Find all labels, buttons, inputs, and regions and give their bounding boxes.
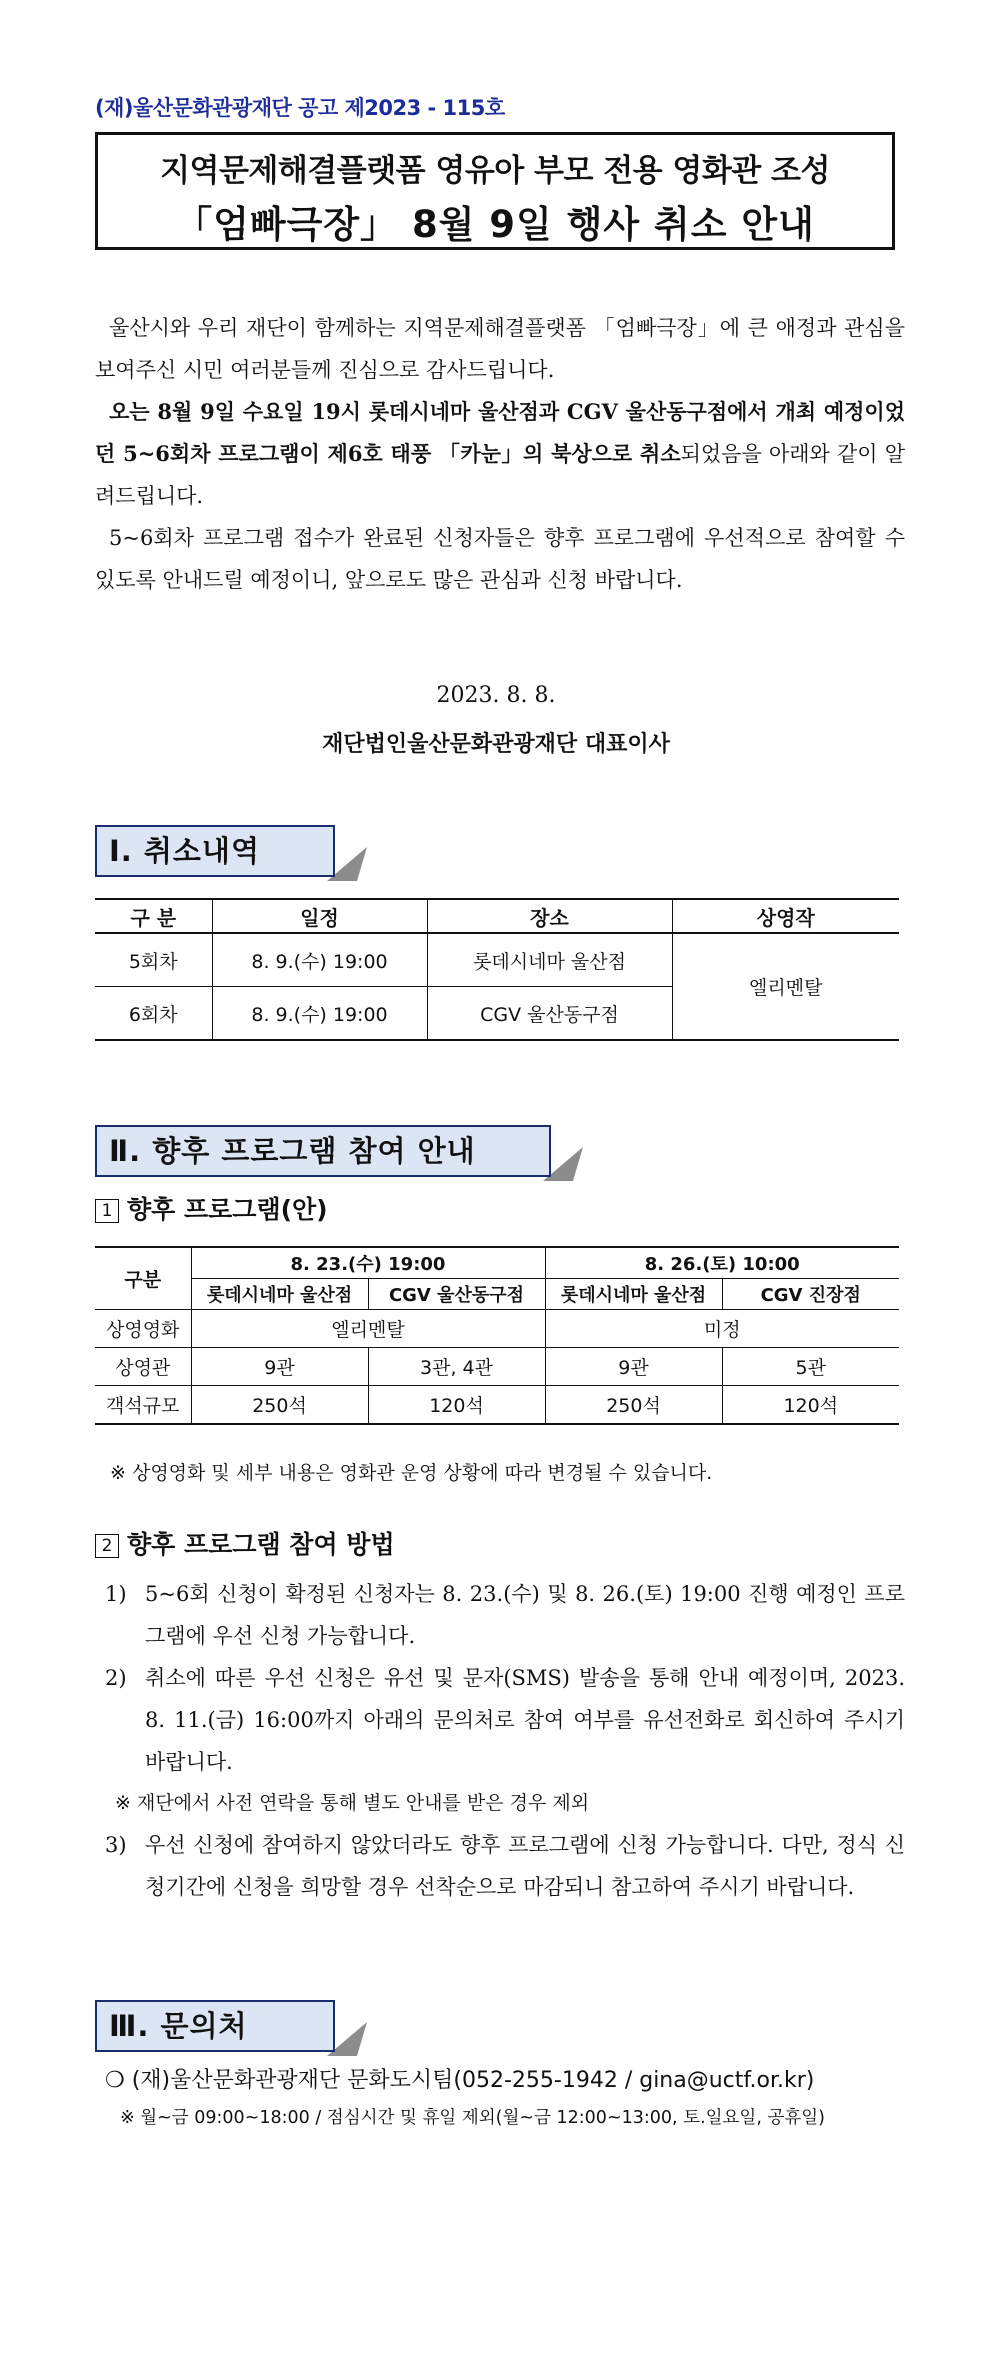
intro-paragraph-2-rest: 되었음을 아래와 같이 알려드립니다. xyxy=(95,442,905,508)
table-row xyxy=(95,1279,899,1310)
future-program-table xyxy=(95,1246,899,1425)
notice-date: 2023. 8. 8. xyxy=(436,683,556,708)
section-3-heading xyxy=(95,2000,390,2056)
number-box: 2 xyxy=(95,1534,119,1558)
venue-header: 롯데시네마 울산점 xyxy=(545,1279,722,1310)
item-text: 5~6회 신청이 확정된 신청자는 8. 23.(수) 및 8. 26.(토) 19:00 진행 예정인 프로그램에 우선 신청 가능합니다. xyxy=(145,1582,905,1648)
item-text: 취소에 따른 우선 신청은 유선 및 문자(SMS) 발송을 통해 안내 예정이며, 2023. 8. 11.(금) 16:00까지 아래의 문의처로 참여 여부를 유선전화로 회신하여 주시기 바랍니다. xyxy=(145,1666,905,1774)
table-row xyxy=(95,1310,899,1348)
round-cell: 6회차 xyxy=(95,987,212,1041)
subheading-2 xyxy=(95,1525,395,1561)
title-box xyxy=(95,132,895,250)
seat-cell: 120석 xyxy=(368,1386,545,1425)
item-number: 1) xyxy=(105,1582,127,1606)
intro-paragraph-2-bold: 오는 8월 9일 수요일 19시 롯데시네마 울산점과 CGV 울산동구점에서 개최 예정이었던 5~6회차 프로그램이 제6호 태풍 「카눈」의 북상으로 취소 xyxy=(95,399,905,466)
header-cell: 장소 xyxy=(427,899,672,933)
section-2-title: Ⅱ. 향후 프로그램 참여 안내 xyxy=(95,1125,551,1177)
item-text: 우선 신청에 참여하지 않았더라도 향후 프로그램에 신청 가능합니다. 다만, 정식 신청기간에 신청을 희망할 경우 선착순으로 마감되니 참고하여 주시기 바랍니다. xyxy=(145,1833,905,1899)
section-1-heading xyxy=(95,825,390,881)
section-3-title: Ⅲ. 문의처 xyxy=(95,2000,335,2052)
header-cell: 구 분 xyxy=(95,899,212,933)
movie-cell: 엘리멘탈 xyxy=(672,933,899,1040)
subheading-1-title: 향후 프로그램(안) xyxy=(127,1195,328,1224)
seat-cell: 250석 xyxy=(191,1386,368,1425)
date-header-2: 8. 26.(토) 10:00 xyxy=(545,1247,899,1279)
intro-paragraph-2 xyxy=(95,391,905,517)
table-row xyxy=(95,1386,899,1425)
venue-cell: 롯데시네마 울산점 xyxy=(427,933,672,987)
hours-note: ※ 월~금 09:00~18:00 / 점심시간 및 휴일 제외(월~금 12:00~13:00, 토.일요일, 공휴일) xyxy=(120,2108,826,2128)
list-item xyxy=(105,1573,905,1657)
header-cell: 상영작 xyxy=(672,899,899,933)
table-note: ※ 상영영화 및 세부 내용은 영화관 운영 상황에 따라 변경될 수 있습니다. xyxy=(110,1462,713,1484)
note-mark: ※ xyxy=(115,1792,131,1814)
table-row xyxy=(95,933,899,987)
row-label: 상영영화 xyxy=(95,1310,191,1348)
row-label: 객석규모 xyxy=(95,1386,191,1425)
movie-cell: 엘리멘탈 xyxy=(191,1310,545,1348)
cancel-table-header xyxy=(95,899,899,933)
intro-paragraph-3: 5~6회차 프로그램 접수가 완료된 신청자들은 향후 프로그램에 우선적으로 참여할 수 있도록 안내드릴 예정이니, 앞으로도 많은 관심과 신청 바랍니다. xyxy=(95,526,905,592)
table-row xyxy=(95,1247,899,1279)
row-label: 상영관 xyxy=(95,1348,191,1386)
list-item xyxy=(105,1824,905,1908)
schedule-cell: 8. 9.(수) 19:00 xyxy=(212,987,427,1041)
notice-number: (재)울산문화관광재단 공고 제2023 - 115호 xyxy=(95,96,505,120)
movie-cell: 미정 xyxy=(545,1310,899,1348)
venue-header: CGV 진장점 xyxy=(722,1279,899,1310)
list-note xyxy=(115,1788,589,1815)
hall-cell: 5관 xyxy=(722,1348,899,1386)
issuer-org: 재단법인울산문화관광재단 대표이사 xyxy=(322,731,670,757)
seat-cell: 120석 xyxy=(722,1386,899,1425)
list-item xyxy=(105,1657,905,1783)
venue-cell: CGV 울산동구점 xyxy=(427,987,672,1041)
hall-cell: 3관, 4관 xyxy=(368,1348,545,1386)
cancel-table xyxy=(95,898,899,1041)
section-1-title: Ⅰ. 취소내역 xyxy=(95,825,335,877)
table-row xyxy=(95,1348,899,1386)
seat-cell: 250석 xyxy=(545,1386,722,1425)
section-2-heading xyxy=(95,1125,595,1181)
header-cell: 일정 xyxy=(212,899,427,933)
note-text: 재단에서 사전 연락을 통해 별도 안내를 받은 경우 제외 xyxy=(136,1792,590,1814)
schedule-cell: 8. 9.(수) 19:00 xyxy=(212,933,427,987)
corner-cell: 구분 xyxy=(95,1247,191,1310)
subheading-2-title: 향후 프로그램 참여 방법 xyxy=(127,1530,395,1559)
venue-header: CGV 울산동구점 xyxy=(368,1279,545,1310)
title-line-1: 지역문제해결플랫폼 영유아 부모 전용 영화관 조성 xyxy=(160,153,830,189)
round-cell: 5회차 xyxy=(95,933,212,987)
title-line-2: 「엄빠극장」 8월 9일 행사 취소 안내 xyxy=(175,203,815,246)
venue-header: 롯데시네마 울산점 xyxy=(191,1279,368,1310)
number-box: 1 xyxy=(95,1199,119,1223)
item-number: 2) xyxy=(105,1666,127,1690)
hall-cell: 9관 xyxy=(191,1348,368,1386)
date-header-1: 8. 23.(수) 19:00 xyxy=(191,1247,545,1279)
intro-paragraph-1: 울산시와 우리 재단이 함께하는 지역문제해결플랫폼 「엄빠극장」에 큰 애정과 관심을 보여주신 시민 여러분들께 진심으로 감사드립니다. xyxy=(95,316,905,382)
item-number: 3) xyxy=(105,1833,127,1857)
contact-line: ❍ (재)울산문화관광재단 문화도시팀(052-255-1942 / gina@uctf.or.kr) xyxy=(105,2068,815,2093)
subheading-1 xyxy=(95,1190,328,1226)
hall-cell: 9관 xyxy=(545,1348,722,1386)
